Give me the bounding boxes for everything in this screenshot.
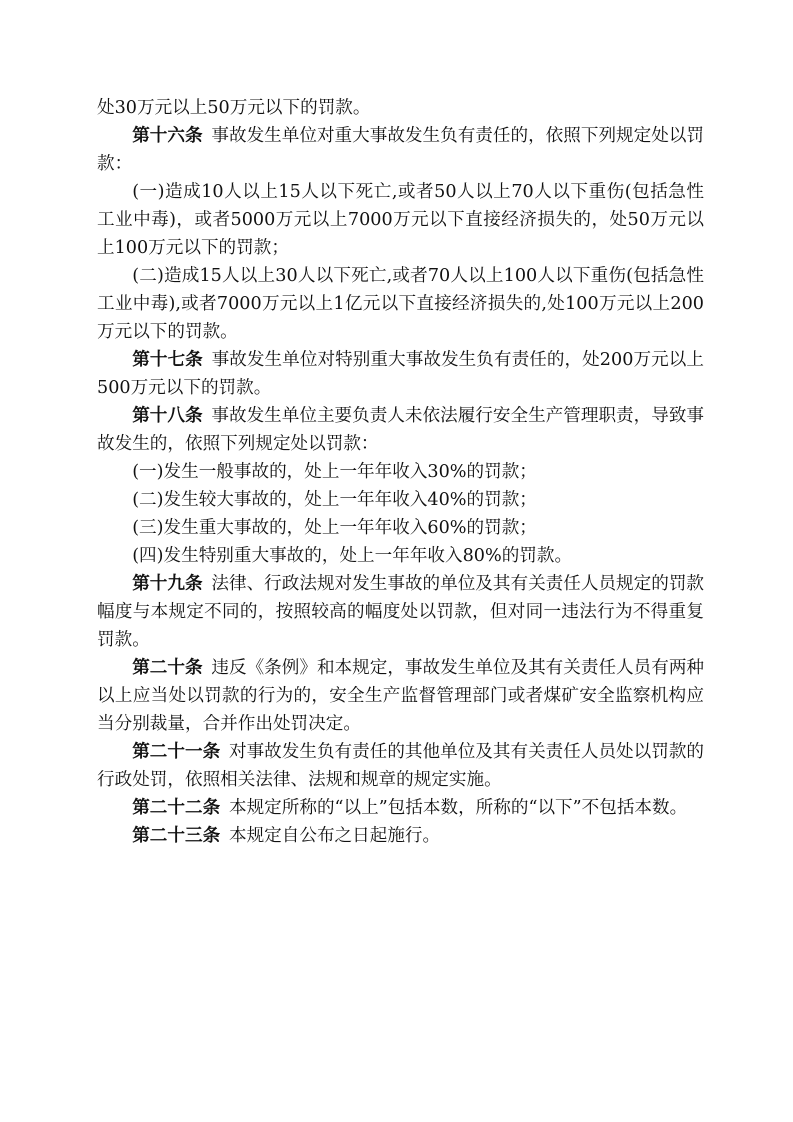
article-heading: 第二十二条 [132, 797, 221, 818]
paragraph-text: (一)造成10人以上15人以下死亡,或者50人以上70人以下重伤(包括急性工业中毒)，或者5000万元以上7000万元以下直接经济损失的，处50万元以上100万元以下的罚款； [97, 182, 704, 258]
paragraph-text: 违反《条例》和本规定，事故发生单位及其有关责任人员有两种以上应当处以罚款的行为的，安全生产监督管理部门或者煤矿安全监察机构应当分别裁量，合并作出处罚决定。 [97, 658, 705, 734]
clause-paragraph [97, 514, 704, 542]
article-heading: 第十七条 [132, 349, 203, 370]
article-paragraph [97, 794, 704, 822]
paragraph-text: 法律、行政法规对发生事故的单位及其有关责任人员规定的罚款幅度与本规定不同的，按照较高的幅度处以罚款，但对同一违法行为不得重复罚款。 [97, 574, 705, 650]
article-heading: 第二十三条 [132, 825, 221, 846]
article-paragraph [97, 654, 704, 738]
article-heading: 第二十条 [132, 657, 203, 678]
paragraph-text: 本规定自公布之日起施行。 [228, 826, 441, 846]
paragraph-text: (一)发生一般事故的，处上一年年收入30%的罚款； [132, 462, 537, 482]
document-page [97, 94, 704, 850]
article-heading: 第二十一条 [132, 741, 221, 762]
article-heading: 第十六条 [132, 125, 203, 146]
article-paragraph [97, 346, 704, 402]
article-paragraph [97, 122, 704, 178]
paragraph-text: (二)造成15人以上30人以下死亡,或者70人以上100人以下重伤(包括急性工业中毒),或者7000万元以上1亿元以下直接经济损失的,处100万元以上200万元以下的罚款。 [97, 266, 704, 342]
paragraph-text: (二)发生较大事故的，处上一年年收入40%的罚款； [132, 490, 537, 510]
article-paragraph [97, 402, 704, 458]
article-heading: 第十九条 [132, 573, 203, 594]
paragraph-text: 对事故发生负有责任的其他单位及其有关责任人员处以罚款的行政处罚，依照相关法律、法规和规章的规定实施。 [97, 742, 705, 790]
clause-paragraph [97, 262, 704, 346]
article-paragraph [97, 738, 704, 794]
clause-paragraph [97, 178, 704, 262]
paragraph-text: 事故发生单位对重大事故发生负有责任的，依照下列规定处以罚款： [97, 126, 705, 174]
paragraph-text: 本规定所称的“以上”包括本数，所称的“以下”不包括本数。 [228, 798, 688, 818]
clause-paragraph [97, 458, 704, 486]
clause-paragraph [97, 94, 704, 122]
article-paragraph [97, 822, 704, 850]
clause-paragraph [97, 542, 704, 570]
clause-paragraph [97, 486, 704, 514]
paragraph-text: 事故发生单位主要负责人未依法履行安全生产管理职责，导致事故发生的，依照下列规定处以罚款： [97, 406, 705, 454]
paragraph-text: 处30万元以上50万元以下的罚款。 [97, 98, 371, 118]
article-paragraph [97, 570, 704, 654]
paragraph-text: (三)发生重大事故的，处上一年年收入60%的罚款； [132, 518, 537, 538]
paragraph-text: (四)发生特别重大事故的，处上一年年收入80%的罚款。 [132, 546, 573, 566]
article-heading: 第十八条 [132, 405, 203, 426]
paragraph-text: 事故发生单位对特别重大事故发生负有责任的，处200万元以上500万元以下的罚款。 [97, 350, 704, 398]
